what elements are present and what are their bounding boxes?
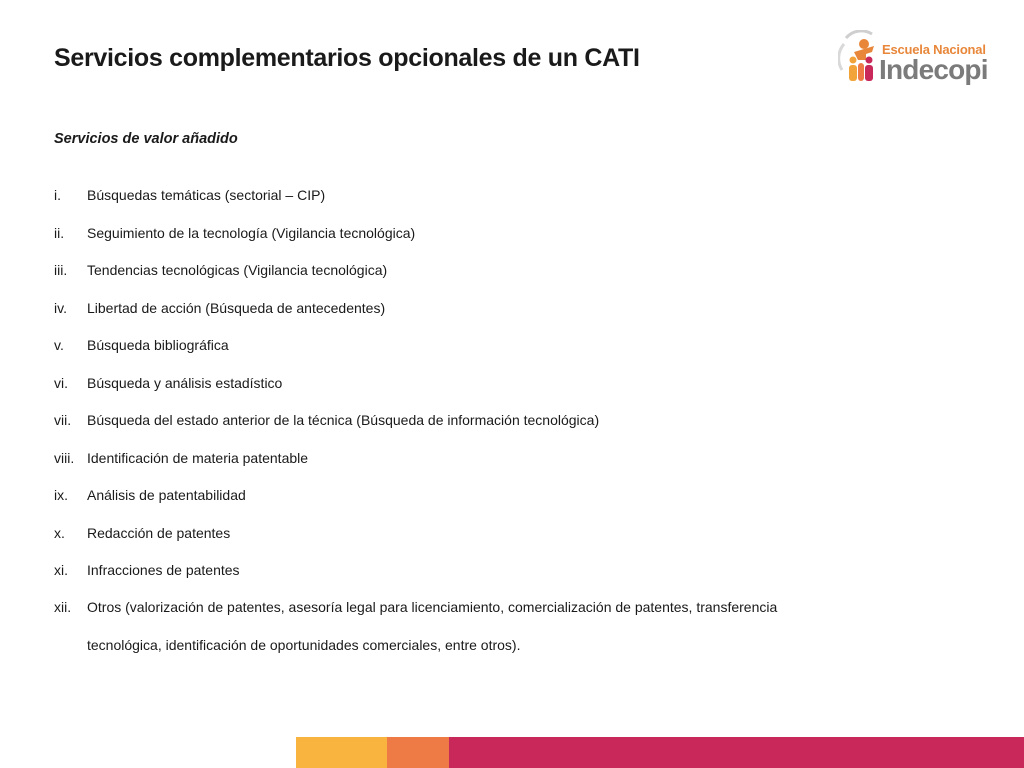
list-item-number: ix.: [54, 487, 68, 503]
list-item: [54, 523, 854, 543]
list-item: [54, 485, 854, 505]
list-item-number: ii.: [54, 224, 65, 241]
list-item-text: Otros (valorización de patentes, asesoría legal para licenciamiento, comercialización de patentes, transferencia tecnológica, identificación de oportunidades comerciales, entre otros).: [87, 599, 778, 653]
footer-bar-yellow: [296, 737, 387, 768]
list-item-text: Búsqueda y análisis estadístico: [87, 374, 283, 391]
list-item-number: vi.: [54, 374, 68, 391]
list-item-number: x.: [54, 524, 65, 541]
list-item-text: Búsqueda bibliográfica: [87, 337, 229, 353]
list-item: [54, 448, 854, 468]
section-subtitle: Servicios de valor añadido: [54, 131, 238, 147]
logo-people-icon: [838, 30, 882, 90]
services-list: [54, 185, 854, 682]
list-item-text: Tendencias tecnológicas (Vigilancia tecnológica): [87, 262, 388, 278]
list-item-number: iv.: [54, 299, 67, 316]
list-item-text: Búsqueda del estado anterior de la técnica (Búsqueda de información tecnológica): [87, 412, 600, 428]
list-item-text: Redacción de patentes: [87, 524, 231, 541]
logo-line2: Indecopi: [879, 54, 988, 85]
list-item: [54, 335, 854, 355]
list-item-text: Identificación de materia patentable: [87, 449, 309, 466]
list-item: [54, 223, 854, 243]
list-item-text: Libertad de acción (Búsqueda de antecedentes): [87, 299, 386, 316]
list-item-text: Seguimiento de la tecnología (Vigilancia tecnológica): [87, 224, 416, 241]
list-item: [54, 589, 854, 664]
footer-bar-orange: [387, 737, 449, 768]
list-item-number: viii.: [54, 449, 75, 466]
logo-escuela-nacional-indecopi: [838, 30, 988, 90]
list-item-text: Infracciones de patentes: [87, 562, 240, 578]
list-item: [54, 560, 854, 580]
list-item-number: vii.: [54, 412, 72, 428]
list-item: [54, 185, 854, 205]
list-item: [54, 410, 854, 430]
list-item-number: xii.: [54, 599, 72, 615]
list-item-number: iii.: [54, 262, 68, 278]
slide-title: Servicios complementarios opcionales de un CATI: [54, 44, 640, 72]
list-item-number: v.: [54, 337, 64, 353]
list-item-text: Búsquedas temáticas (sectorial – CIP): [87, 187, 326, 203]
list-item-number: i.: [54, 187, 61, 203]
list-item: [54, 260, 854, 280]
list-item-number: xi.: [54, 562, 68, 578]
list-item: [54, 373, 854, 393]
list-item: [54, 298, 854, 318]
list-item-text: Análisis de patentabilidad: [87, 487, 246, 503]
logo-line1: Escuela Nacional: [882, 42, 986, 57]
footer-bar-magenta: [449, 737, 1024, 768]
